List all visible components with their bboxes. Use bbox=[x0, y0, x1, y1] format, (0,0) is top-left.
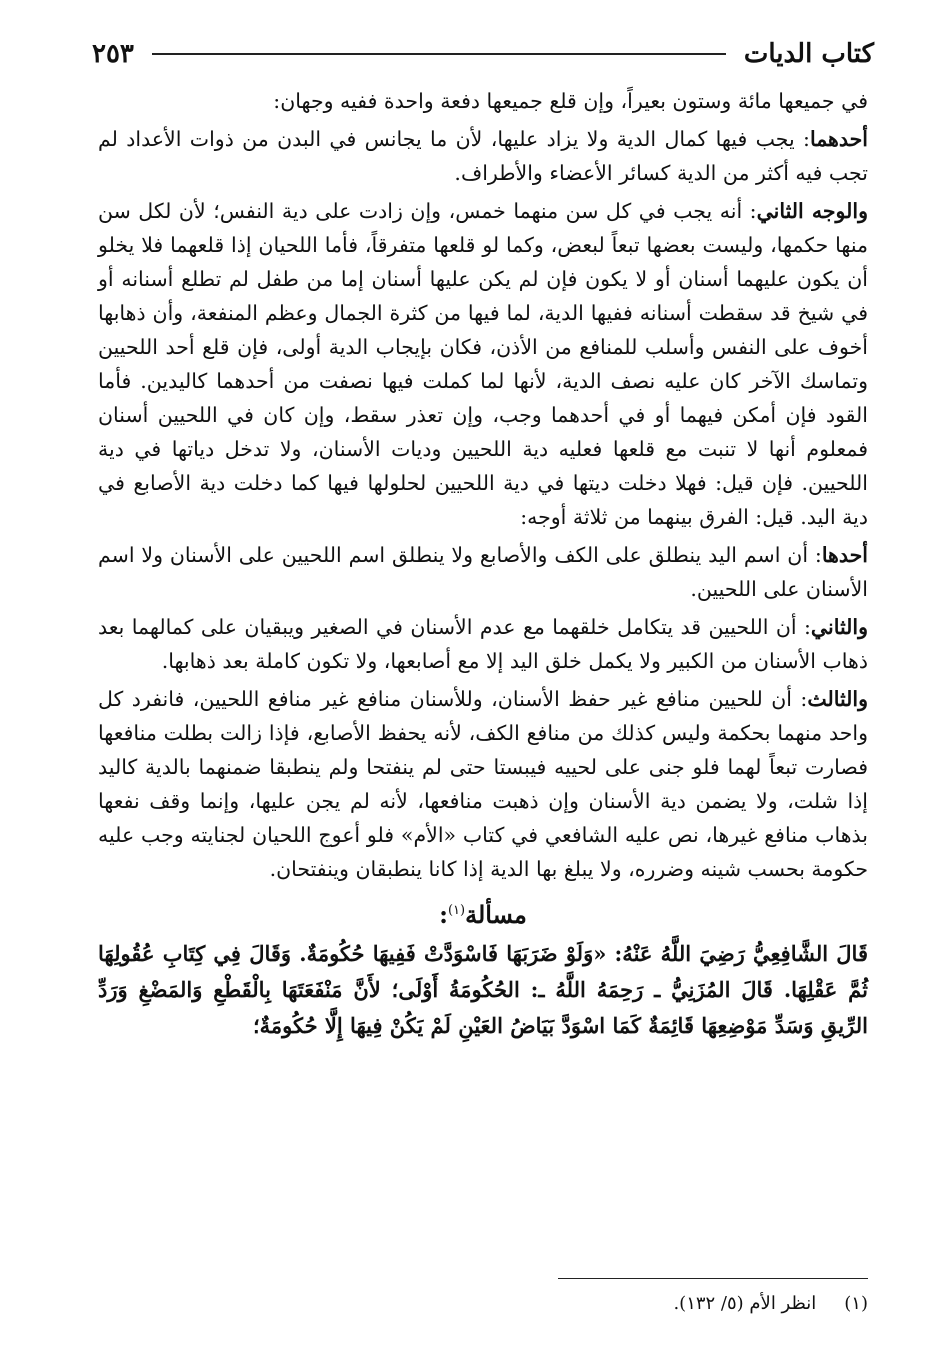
paragraph bbox=[98, 84, 868, 118]
paragraph bbox=[98, 194, 868, 534]
body-text bbox=[98, 84, 868, 1048]
paragraph-text: : أن اللحيين قد يتكامل خلقهما مع عدم الأسنان في الصغير ويبقيان على كمالهما بعد ذهاب الأسنان من الكبير ولا يكمل خلق اليد إلا مع أصابعها، ولا تكون كاملة بعد ذهابها. bbox=[98, 615, 868, 673]
paragraph bbox=[98, 610, 868, 678]
footnote-number: (١) bbox=[844, 1293, 868, 1314]
paragraph-lead: والثالث bbox=[807, 687, 868, 711]
paragraph-lead: أحدها bbox=[821, 543, 868, 567]
footnote-rule bbox=[558, 1278, 868, 1279]
header-rule bbox=[152, 53, 726, 55]
paragraph-text: : أنه يجب في كل سن منهما خمس، وإن زادت على دية النفس؛ لأن لكل سن منها حكمها، وليست بعضها تبعاً لبعض، وكما لو قلعها متفرقاً، فأما اللحيان إذا قلعهما فلا يخلو أن يكون عليهما أسنان أو لا يكون فإن لم يكن عليها أسنان إما من طفل لم تطلع أسنانه أو في شيخ قد سقطت أسنانه ففيها الدية، لما فيها من كثرة الجمال وعظم المنفعة، وأن ذهابها أخوف على النفس وأسلب للمنافع من الأذن، فكان بإيجاب الدية أولى، فإن قلع أحد اللحيين وتماسك الآخر كان عليه نصف الدية، لأنها لما كملت فيها نصفت من أحدهما كاليدين. فأما القود فإن أمكن فيهما أو في أحدهما وجب، وإن تعذر سقط، وإن كان في اللحيين أسنان فمعلوم أنها لا تنبت مع قلعها فعليه دية اللحيين وديات الأسنان، ولا تدخل دياتها في دية اللحيين. فإن قيل: فهلا دخلت ديتها في دية اللحيين لحلولها فيها كما دخلت دية الأصابع في دية اليد. قيل: الفرق بينهما من ثلاثة أوجه: bbox=[98, 199, 868, 529]
footnote-text: انظر الأم (٥/ ١٣٢). bbox=[673, 1293, 817, 1314]
paragraph-lead: والثاني bbox=[810, 615, 868, 639]
paragraph-text: : يجب فيها كمال الدية ولا يزاد عليها، لأن ما يجانس في البدن من ذوات الأعداد لم تجب فيه أكثر من الدية كسائر الأعضاء والأطراف. bbox=[98, 127, 868, 185]
quoted-text: قَالَ الشَّافِعِيُّ رَضِيَ اللَّهُ عَنْهُ: «وَلَوْ ضَرَبَهَا فَاسْوَدَّتْ فَفِيهَا حُكُومَةٌ. وَقَالَ فِي كِتَابِ عُقُولِهَا ثُمَّ عَقْلِهَا. قَالَ المُزَنِيُّ ـ رَحِمَهُ اللَّهُ ـ: الحُكُومَةُ أَوْلَى؛ لأَنَّ مَنْفَعَتَهَا بِالْقَطْعِ وَالمَضْغِ وَرَدِّ الرِّيقِ وَسَدِّ مَوْضِعِهَا قَائِمَةٌ كَمَا اسْوَدَّ بَيَاضُ العَيْنِ لَمْ يَكُنْ فِيهَا إِلَّا حُكُومَةٌ؛ bbox=[98, 941, 868, 1038]
footnote bbox=[98, 1290, 868, 1318]
paragraph bbox=[98, 122, 868, 190]
page-number: ٢٥٣ bbox=[92, 39, 134, 69]
paragraph bbox=[98, 682, 868, 886]
paragraph-lead: والوجه الثاني bbox=[756, 199, 868, 223]
issue-heading-text: مسألة bbox=[465, 900, 527, 929]
running-title: كتاب الديات bbox=[743, 39, 874, 69]
paragraph-text: : أن للحيين منافع غير حفظ الأسنان، وللأسنان منافع غير منافع اللحيين، فانفرد كل واحد منهما بحكمة وليس كذلك من منافع الكف، لأنه يحفظ الأصابع، فإذا زالت بطلت منافعها فصارت تبعاً لهما فلو جنى على لحييه فيبستا حتى لم ينفتحا ولم ينطبقا ضمنهما بالدية كاليد إذا شلت، ولا يضمن دية الأسنان وإن ذهبت منافعها، لأنه لم يجن عليها، وإنما وقف نفعها بذهاب منافع غيرها، نص عليه الشافعي في كتاب «الأم» فلو أعوج اللحيان لجنايته وجب عليه حكومة بحسب شينه وضرره، ولا يبلغ بها الدية إذا كانا ينطبقان وينفتحان. bbox=[98, 687, 868, 881]
page-header bbox=[92, 32, 874, 76]
paragraph bbox=[98, 538, 868, 606]
paragraph-text: في جميعها مائة وستون بعيراً، وإن قلع جميعها دفعة واحدة ففيه وجهان: bbox=[273, 89, 868, 113]
paragraph-lead: أحدهما bbox=[809, 127, 868, 151]
issue-heading bbox=[98, 894, 868, 932]
issue-heading-colon: : bbox=[439, 900, 448, 929]
footnote-reference[interactable]: (١) bbox=[447, 903, 466, 918]
paragraph-text: : أن اسم اليد ينطلق على الكف والأصابع ولا ينطلق اسم اللحيين على الأسنان ولا اسم الأسنان على اللحيين. bbox=[98, 543, 868, 601]
